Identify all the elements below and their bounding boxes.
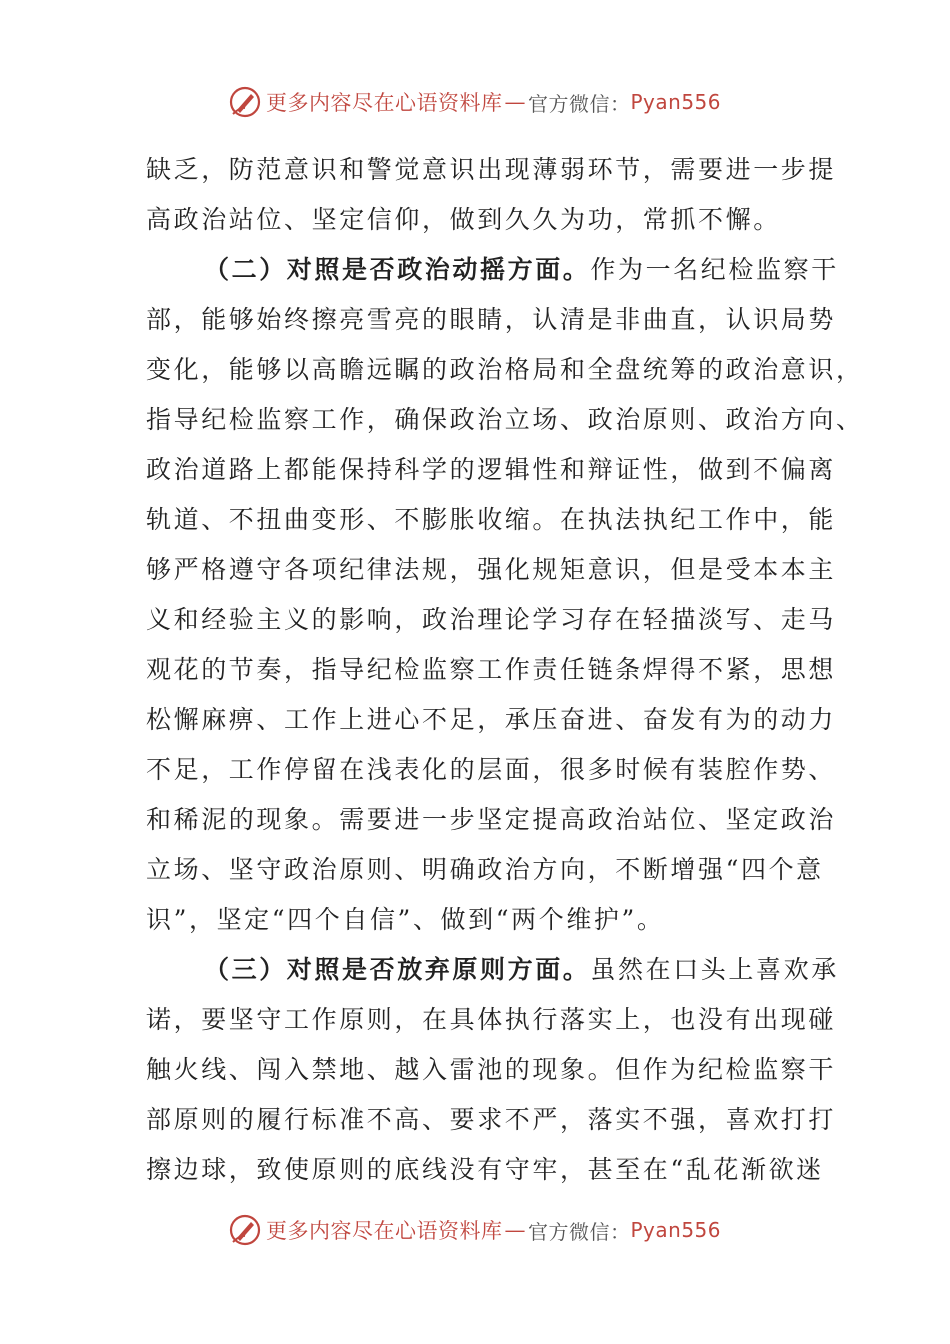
text-line: 够严格遵守各项纪律法规，强化规矩意识，但是受本本主 [146,555,837,584]
footer-banner [228,1208,748,1252]
wechat-id: Pyan556 [630,1218,722,1242]
text-line: 部，能够始终擦亮雪亮的眼睛，认清是非曲直，认识局势 [146,305,837,334]
text-line: 立场、坚守政治原则、明确政治方向，不断增强“四个意 [146,855,824,884]
text-span: 虽然在口头上喜欢承 [590,955,839,984]
text-line: 诺，要坚守工作原则，在具体执行落实上，也没有出现碰 [146,1005,837,1034]
text-line: 轨道、不扭曲变形、不膨胀收缩。在执法执纪工作中，能 [146,505,837,534]
text-line: 擦边球，致使原则的底线没有守牢，甚至在“乱花渐欲迷 [146,1155,824,1184]
text-line: 识”，坚定“四个自信”、做到“两个维护”。 [146,905,665,934]
banner-separator: — [504,90,526,114]
text-line: 高政治站位、坚定信仰，做到久久为功，常抓不懈。 [146,205,781,234]
wechat-label: 官方微信： [528,1219,631,1244]
paragraph-first-line [146,945,839,995]
banner-text: 更多内容尽在心语资料库 [266,1219,503,1243]
text-span: 作为一名纪检监察干 [590,255,839,284]
text-line: 部原则的履行标准不高、要求不严，落实不强，喜欢打打 [146,1105,837,1134]
text-line: 变化，能够以高瞻远瞩的政治格局和全盘统筹的政治意识， [146,355,864,384]
section-heading: （二）对照是否政治动摇方面。 [204,255,591,284]
text-line: 缺乏，防范意识和警觉意识出现薄弱环节，需要进一步提 [146,155,837,184]
wechat-id: Pyan556 [630,90,722,114]
pen-logo-icon [228,1213,262,1247]
banner-separator: — [504,1218,526,1242]
text-line: 和稀泥的现象。需要进一步坚定提高政治站位、坚定政治 [146,805,837,834]
text-line: 触火线、闯入禁地、越入雷池的现象。但作为纪检监察干 [146,1055,837,1084]
paragraph-first-line [146,245,839,295]
header-banner [228,80,748,124]
text-line: 不足，工作停留在浅表化的层面，很多时候有装腔作势、 [146,755,837,784]
text-line: 政治道路上都能保持科学的逻辑性和辩证性，做到不偏离 [146,455,837,484]
document-body [146,145,864,1195]
section-heading: （三）对照是否放弃原则方面。 [204,955,591,984]
text-line: 松懈麻痹、工作上进心不足，承压奋进、奋发有为的动力 [146,705,837,734]
banner-text: 更多内容尽在心语资料库 [266,91,503,115]
text-line: 指导纪检监察工作，确保政治立场、政治原则、政治方向、 [146,405,864,434]
wechat-label: 官方微信： [528,91,631,116]
text-line: 观花的节奏，指导纪检监察工作责任链条焊得不紧，思想 [146,655,837,684]
text-line: 义和经验主义的影响，政治理论学习存在轻描淡写、走马 [146,605,837,634]
pen-logo-icon [228,85,262,119]
